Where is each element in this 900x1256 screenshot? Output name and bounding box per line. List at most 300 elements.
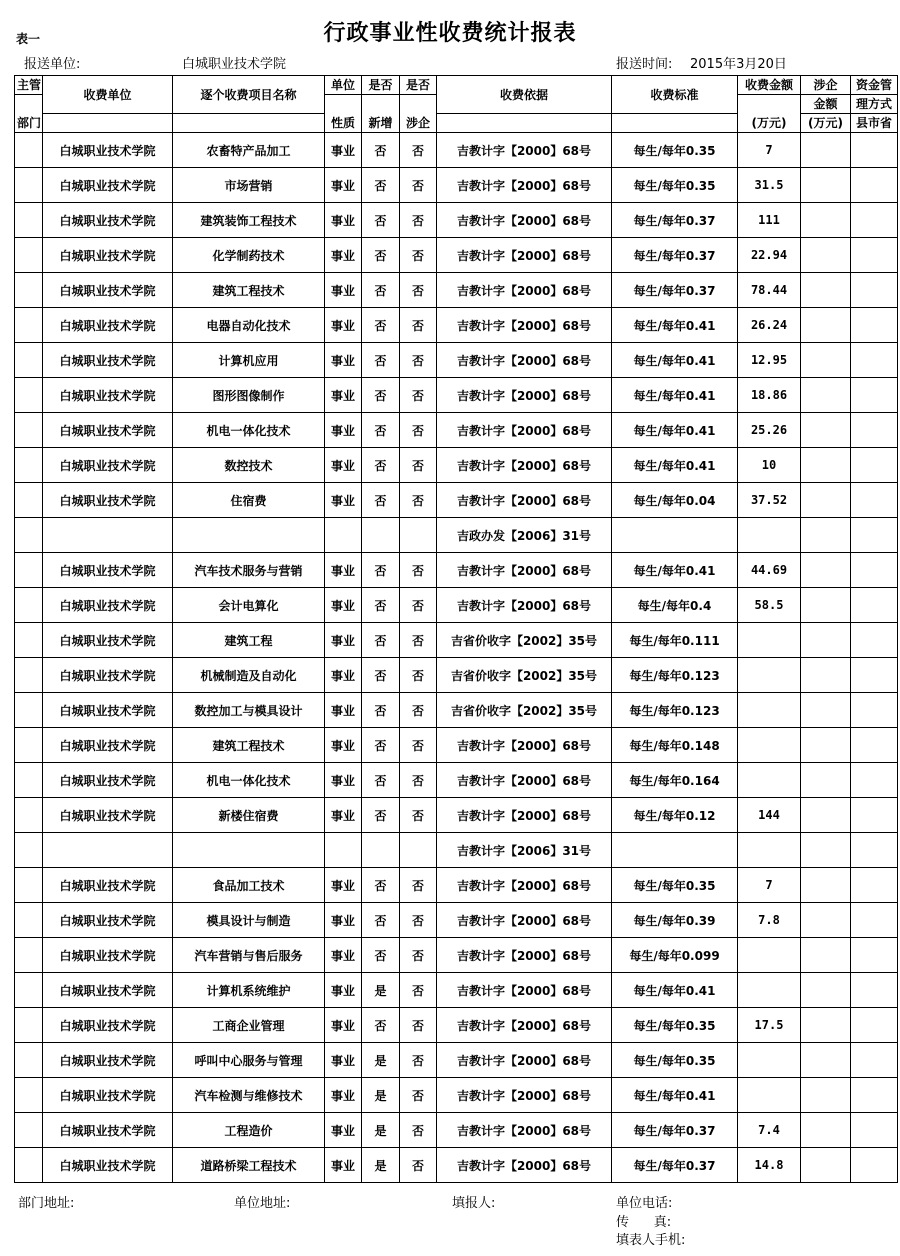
cell-basis: 吉教计字【2000】68号 — [437, 273, 612, 308]
cell-nature: 事业 — [325, 623, 362, 658]
cell-item: 计算机系统维护 — [173, 973, 325, 1008]
cell-new: 是 — [362, 1043, 400, 1078]
cell-nature: 事业 — [325, 553, 362, 588]
header-ent-bottom: 涉企 — [400, 95, 437, 133]
cell-nature: 事业 — [325, 133, 362, 168]
cell-unit: 白城职业技术学院 — [43, 378, 173, 413]
cell-mgmt — [851, 938, 898, 973]
cell-dept — [15, 938, 43, 973]
cell-nature: 事业 — [325, 658, 362, 693]
cell-item: 工程造价 — [173, 1113, 325, 1148]
cell-basis: 吉教计字【2000】68号 — [437, 728, 612, 763]
cell-mgmt — [851, 833, 898, 868]
cell-new: 否 — [362, 308, 400, 343]
cell-ent-amount — [801, 868, 851, 903]
cell-item: 汽车营销与售后服务 — [173, 938, 325, 973]
cell-amount: 7.4 — [738, 1113, 801, 1148]
cell-amount — [738, 1043, 801, 1078]
cell-ent-amount — [801, 1148, 851, 1183]
header-spacer-standard — [612, 114, 738, 133]
cell-item: 住宿费 — [173, 483, 325, 518]
cell-amount: 37.52 — [738, 483, 801, 518]
cell-basis: 吉教计字【2000】68号 — [437, 308, 612, 343]
cell-nature: 事业 — [325, 308, 362, 343]
cell-basis: 吉政办发【2006】31号 — [437, 518, 612, 553]
cell-ent — [400, 833, 437, 868]
cell-nature: 事业 — [325, 1113, 362, 1148]
cell-unit: 白城职业技术学院 — [43, 133, 173, 168]
cell-item: 会计电算化 — [173, 588, 325, 623]
cell-standard: 每生/每年0.12 — [612, 798, 738, 833]
table-row — [15, 623, 898, 658]
cell-standard: 每生/每年0.4 — [612, 588, 738, 623]
cell-basis: 吉教计字【2000】68号 — [437, 588, 612, 623]
table-row — [15, 238, 898, 273]
cell-new: 否 — [362, 798, 400, 833]
cell-item: 计算机应用 — [173, 343, 325, 378]
cell-dept — [15, 728, 43, 763]
cell-dept — [15, 378, 43, 413]
cell-unit: 白城职业技术学院 — [43, 553, 173, 588]
header-spacer-unit — [43, 114, 173, 133]
cell-nature: 事业 — [325, 588, 362, 623]
cell-basis: 吉教计字【2000】68号 — [437, 798, 612, 833]
cell-basis: 吉教计字【2000】68号 — [437, 378, 612, 413]
cell-item: 图形图像制作 — [173, 378, 325, 413]
cell-basis: 吉省价收字【2002】35号 — [437, 623, 612, 658]
cell-basis: 吉教计字【2000】68号 — [437, 413, 612, 448]
cell-ent-amount — [801, 343, 851, 378]
cell-item: 汽车技术服务与营销 — [173, 553, 325, 588]
header-ent-top: 是否 — [400, 76, 437, 95]
cell-unit: 白城职业技术学院 — [43, 693, 173, 728]
header-nature-top: 单位 — [325, 76, 362, 95]
cell-unit — [43, 518, 173, 553]
cell-item: 数控加工与模具设计 — [173, 693, 325, 728]
cell-amount: 7 — [738, 868, 801, 903]
cell-standard: 每生/每年0.41 — [612, 553, 738, 588]
cell-unit: 白城职业技术学院 — [43, 1148, 173, 1183]
cell-ent-amount — [801, 763, 851, 798]
cell-dept — [15, 168, 43, 203]
table-row — [15, 763, 898, 798]
header-new-bottom: 新增 — [362, 95, 400, 133]
cell-amount — [738, 728, 801, 763]
cell-ent: 否 — [400, 1043, 437, 1078]
cell-item: 机械制造及自动化 — [173, 658, 325, 693]
cell-unit: 白城职业技术学院 — [43, 343, 173, 378]
cell-amount: 44.69 — [738, 553, 801, 588]
cell-unit: 白城职业技术学院 — [43, 1078, 173, 1113]
cell-standard: 每生/每年0.37 — [612, 203, 738, 238]
cell-nature: 事业 — [325, 413, 362, 448]
cell-unit: 白城职业技术学院 — [43, 798, 173, 833]
cell-ent-amount — [801, 1113, 851, 1148]
table-row — [15, 903, 898, 938]
cell-mgmt — [851, 378, 898, 413]
cell-ent: 否 — [400, 343, 437, 378]
cell-dept — [15, 413, 43, 448]
cell-standard: 每生/每年0.37 — [612, 1148, 738, 1183]
cell-basis: 吉教计字【2000】68号 — [437, 203, 612, 238]
cell-new: 是 — [362, 1113, 400, 1148]
cell-standard: 每生/每年0.41 — [612, 973, 738, 1008]
cell-new: 否 — [362, 623, 400, 658]
cell-amount: 26.24 — [738, 308, 801, 343]
cell-dept — [15, 518, 43, 553]
cell-nature: 事业 — [325, 448, 362, 483]
cell-nature: 事业 — [325, 903, 362, 938]
cell-ent: 否 — [400, 728, 437, 763]
cell-mgmt — [851, 483, 898, 518]
cell-dept — [15, 483, 43, 518]
cell-item: 农畜特产品加工 — [173, 133, 325, 168]
cell-ent-amount — [801, 1043, 851, 1078]
cell-ent-amount — [801, 168, 851, 203]
cell-mgmt — [851, 693, 898, 728]
cell-basis: 吉教计字【2006】31号 — [437, 833, 612, 868]
cell-basis: 吉教计字【2000】68号 — [437, 168, 612, 203]
cell-item: 食品加工技术 — [173, 868, 325, 903]
cell-dept — [15, 1148, 43, 1183]
cell-nature: 事业 — [325, 343, 362, 378]
cell-unit: 白城职业技术学院 — [43, 623, 173, 658]
cell-amount: 14.8 — [738, 1148, 801, 1183]
table-row — [15, 1148, 898, 1183]
page-title: 行政事业性收费统计报表 — [323, 21, 577, 46]
cell-mgmt — [851, 518, 898, 553]
cell-standard: 每生/每年0.04 — [612, 483, 738, 518]
cell-ent: 否 — [400, 1008, 437, 1043]
cell-ent: 否 — [400, 868, 437, 903]
footer-dept-address: 部门地址: — [18, 1196, 75, 1211]
cell-ent-amount — [801, 203, 851, 238]
header-item: 逐个收费项目名称 — [173, 76, 325, 114]
cell-dept — [15, 1078, 43, 1113]
cell-basis: 吉教计字【2000】68号 — [437, 343, 612, 378]
cell-ent: 否 — [400, 1113, 437, 1148]
cell-amount — [738, 1078, 801, 1113]
cell-ent-amount — [801, 308, 851, 343]
cell-nature — [325, 833, 362, 868]
cell-standard: 每生/每年0.37 — [612, 1113, 738, 1148]
cell-amount: 18.86 — [738, 378, 801, 413]
cell-standard: 每生/每年0.164 — [612, 763, 738, 798]
cell-item: 化学制药技术 — [173, 238, 325, 273]
cell-mgmt — [851, 903, 898, 938]
cell-new: 否 — [362, 133, 400, 168]
cell-ent-amount — [801, 133, 851, 168]
cell-amount — [738, 833, 801, 868]
cell-ent-amount — [801, 833, 851, 868]
cell-ent: 否 — [400, 1148, 437, 1183]
cell-dept — [15, 588, 43, 623]
header-nature-bottom: 性质 — [325, 95, 362, 133]
cell-standard: 每生/每年0.111 — [612, 623, 738, 658]
cell-item: 电器自动化技术 — [173, 308, 325, 343]
cell-dept — [15, 798, 43, 833]
cell-mgmt — [851, 1113, 898, 1148]
cell-standard: 每生/每年0.41 — [612, 378, 738, 413]
cell-item: 建筑工程技术 — [173, 273, 325, 308]
cell-unit: 白城职业技术学院 — [43, 1113, 173, 1148]
cell-standard: 每生/每年0.35 — [612, 133, 738, 168]
cell-nature: 事业 — [325, 728, 362, 763]
table-row — [15, 973, 898, 1008]
cell-ent-amount — [801, 658, 851, 693]
cell-basis: 吉教计字【2000】68号 — [437, 1043, 612, 1078]
cell-basis: 吉教计字【2000】68号 — [437, 133, 612, 168]
table-row — [15, 378, 898, 413]
cell-mgmt — [851, 308, 898, 343]
cell-amount — [738, 973, 801, 1008]
cell-ent: 否 — [400, 623, 437, 658]
cell-ent — [400, 518, 437, 553]
cell-nature: 事业 — [325, 693, 362, 728]
cell-mgmt — [851, 728, 898, 763]
cell-dept — [15, 868, 43, 903]
cell-dept — [15, 658, 43, 693]
cell-unit: 白城职业技术学院 — [43, 168, 173, 203]
cell-item: 建筑装饰工程技术 — [173, 203, 325, 238]
header-dept-top: 主管 — [15, 76, 43, 95]
cell-basis: 吉教计字【2000】68号 — [437, 1148, 612, 1183]
cell-item: 呼叫中心服务与管理 — [173, 1043, 325, 1078]
cell-ent: 否 — [400, 413, 437, 448]
table-row — [15, 1113, 898, 1148]
cell-new: 否 — [362, 413, 400, 448]
cell-dept — [15, 553, 43, 588]
cell-item — [173, 518, 325, 553]
cell-standard: 每生/每年0.123 — [612, 693, 738, 728]
cell-mgmt — [851, 868, 898, 903]
cell-standard: 每生/每年0.37 — [612, 238, 738, 273]
cell-unit: 白城职业技术学院 — [43, 658, 173, 693]
cell-standard: 每生/每年0.37 — [612, 273, 738, 308]
cell-ent: 否 — [400, 308, 437, 343]
header-mgmt-bottom: 县市省 — [851, 114, 898, 133]
cell-ent: 否 — [400, 903, 437, 938]
cell-ent: 否 — [400, 763, 437, 798]
cell-basis: 吉教计字【2000】68号 — [437, 553, 612, 588]
cell-dept — [15, 693, 43, 728]
cell-ent: 否 — [400, 973, 437, 1008]
cell-new: 否 — [362, 203, 400, 238]
header-mgmt-mid: 理方式 — [851, 95, 898, 114]
cell-nature: 事业 — [325, 1043, 362, 1078]
cell-unit: 白城职业技术学院 — [43, 588, 173, 623]
cell-standard: 每生/每年0.35 — [612, 1008, 738, 1043]
cell-new: 否 — [362, 238, 400, 273]
cell-basis: 吉教计字【2000】68号 — [437, 868, 612, 903]
cell-mgmt — [851, 1148, 898, 1183]
cell-amount — [738, 658, 801, 693]
cell-standard: 每生/每年0.41 — [612, 343, 738, 378]
cell-item: 道路桥梁工程技术 — [173, 1148, 325, 1183]
cell-dept — [15, 903, 43, 938]
cell-dept — [15, 833, 43, 868]
header-spacer-basis — [437, 114, 612, 133]
cell-dept — [15, 133, 43, 168]
cell-new: 是 — [362, 1148, 400, 1183]
cell-ent: 否 — [400, 273, 437, 308]
table-row — [15, 938, 898, 973]
cell-ent: 否 — [400, 203, 437, 238]
cell-basis: 吉教计字【2000】68号 — [437, 448, 612, 483]
cell-new: 否 — [362, 168, 400, 203]
table-row — [15, 1008, 898, 1043]
cell-new: 否 — [362, 903, 400, 938]
cell-amount: 25.26 — [738, 413, 801, 448]
cell-mgmt — [851, 1078, 898, 1113]
cell-nature: 事业 — [325, 868, 362, 903]
header-amount-bottom: (万元) — [738, 95, 801, 133]
cell-ent: 否 — [400, 238, 437, 273]
cell-amount — [738, 623, 801, 658]
cell-new: 否 — [362, 868, 400, 903]
table-row — [15, 133, 898, 168]
cell-mgmt — [851, 623, 898, 658]
cell-ent: 否 — [400, 448, 437, 483]
cell-unit: 白城职业技术学院 — [43, 203, 173, 238]
cell-ent-amount — [801, 483, 851, 518]
cell-ent-amount — [801, 623, 851, 658]
cell-new: 否 — [362, 448, 400, 483]
table-row — [15, 728, 898, 763]
cell-basis: 吉教计字【2000】68号 — [437, 1008, 612, 1043]
cell-ent: 否 — [400, 168, 437, 203]
cell-dept — [15, 238, 43, 273]
report-unit-value: 白城职业技术学院 — [182, 57, 287, 72]
cell-standard: 每生/每年0.123 — [612, 658, 738, 693]
table-row — [15, 693, 898, 728]
table-row — [15, 868, 898, 903]
cell-ent: 否 — [400, 693, 437, 728]
cell-mgmt — [851, 168, 898, 203]
cell-ent-amount — [801, 448, 851, 483]
cell-unit: 白城职业技术学院 — [43, 728, 173, 763]
cell-amount — [738, 693, 801, 728]
cell-unit: 白城职业技术学院 — [43, 903, 173, 938]
cell-unit: 白城职业技术学院 — [43, 1043, 173, 1078]
fee-statistics-table — [14, 75, 898, 1183]
cell-mgmt — [851, 203, 898, 238]
cell-basis: 吉省价收字【2002】35号 — [437, 658, 612, 693]
cell-unit: 白城职业技术学院 — [43, 973, 173, 1008]
cell-standard: 每生/每年0.39 — [612, 903, 738, 938]
cell-unit: 白城职业技术学院 — [43, 763, 173, 798]
cell-amount — [738, 518, 801, 553]
cell-ent: 否 — [400, 378, 437, 413]
cell-ent-amount — [801, 413, 851, 448]
cell-nature: 事业 — [325, 763, 362, 798]
cell-ent: 否 — [400, 483, 437, 518]
cell-amount: 58.5 — [738, 588, 801, 623]
cell-unit: 白城职业技术学院 — [43, 238, 173, 273]
cell-ent: 否 — [400, 553, 437, 588]
cell-standard — [612, 833, 738, 868]
cell-amount: 22.94 — [738, 238, 801, 273]
cell-item: 模具设计与制造 — [173, 903, 325, 938]
cell-basis: 吉教计字【2000】68号 — [437, 483, 612, 518]
cell-unit: 白城职业技术学院 — [43, 273, 173, 308]
cell-mgmt — [851, 413, 898, 448]
table-row — [15, 658, 898, 693]
footer-unit-address: 单位地址: — [234, 1196, 291, 1211]
footer-mobile: 填表人手机: — [616, 1233, 686, 1248]
cell-ent-amount — [801, 238, 851, 273]
header-unit: 收费单位 — [43, 76, 173, 114]
cell-standard: 每生/每年0.41 — [612, 1078, 738, 1113]
cell-mgmt — [851, 588, 898, 623]
cell-ent-amount — [801, 938, 851, 973]
table-row — [15, 553, 898, 588]
cell-ent: 否 — [400, 938, 437, 973]
cell-dept — [15, 273, 43, 308]
cell-mgmt — [851, 1008, 898, 1043]
cell-new: 否 — [362, 378, 400, 413]
cell-amount: 7.8 — [738, 903, 801, 938]
cell-basis: 吉教计字【2000】68号 — [437, 938, 612, 973]
cell-nature: 事业 — [325, 1078, 362, 1113]
cell-dept — [15, 203, 43, 238]
cell-unit: 白城职业技术学院 — [43, 1008, 173, 1043]
cell-amount: 144 — [738, 798, 801, 833]
cell-nature: 事业 — [325, 973, 362, 1008]
cell-item: 工商企业管理 — [173, 1008, 325, 1043]
table-row — [15, 308, 898, 343]
cell-mgmt — [851, 133, 898, 168]
cell-dept — [15, 763, 43, 798]
cell-standard: 每生/每年0.099 — [612, 938, 738, 973]
cell-mgmt — [851, 553, 898, 588]
cell-new: 是 — [362, 1078, 400, 1113]
cell-item: 市场营销 — [173, 168, 325, 203]
cell-standard — [612, 518, 738, 553]
cell-ent: 否 — [400, 588, 437, 623]
cell-nature: 事业 — [325, 1008, 362, 1043]
cell-item — [173, 833, 325, 868]
report-time-value: 2015年3月20日 — [690, 57, 787, 72]
cell-new: 否 — [362, 938, 400, 973]
cell-standard: 每生/每年0.41 — [612, 308, 738, 343]
cell-basis: 吉教计字【2000】68号 — [437, 763, 612, 798]
cell-nature: 事业 — [325, 1148, 362, 1183]
cell-unit: 白城职业技术学院 — [43, 938, 173, 973]
cell-basis: 吉教计字【2000】68号 — [437, 903, 612, 938]
cell-standard: 每生/每年0.35 — [612, 168, 738, 203]
cell-basis: 吉教计字【2000】68号 — [437, 1078, 612, 1113]
header-amount-top: 收费金额 — [738, 76, 801, 95]
cell-mgmt — [851, 1043, 898, 1078]
cell-new: 否 — [362, 273, 400, 308]
header-mgmt-top: 资金管 — [851, 76, 898, 95]
table-row — [15, 413, 898, 448]
report-time-label: 报送时间: — [616, 57, 673, 72]
cell-dept — [15, 1008, 43, 1043]
cell-amount: 78.44 — [738, 273, 801, 308]
cell-new: 是 — [362, 973, 400, 1008]
table-row — [15, 203, 898, 238]
cell-basis: 吉省价收字【2002】35号 — [437, 693, 612, 728]
cell-amount: 10 — [738, 448, 801, 483]
cell-mgmt — [851, 273, 898, 308]
table-row — [15, 588, 898, 623]
cell-item: 汽车检测与维修技术 — [173, 1078, 325, 1113]
cell-new: 否 — [362, 728, 400, 763]
cell-item: 建筑工程技术 — [173, 728, 325, 763]
header-dept-bottom: 部门 — [15, 95, 43, 133]
